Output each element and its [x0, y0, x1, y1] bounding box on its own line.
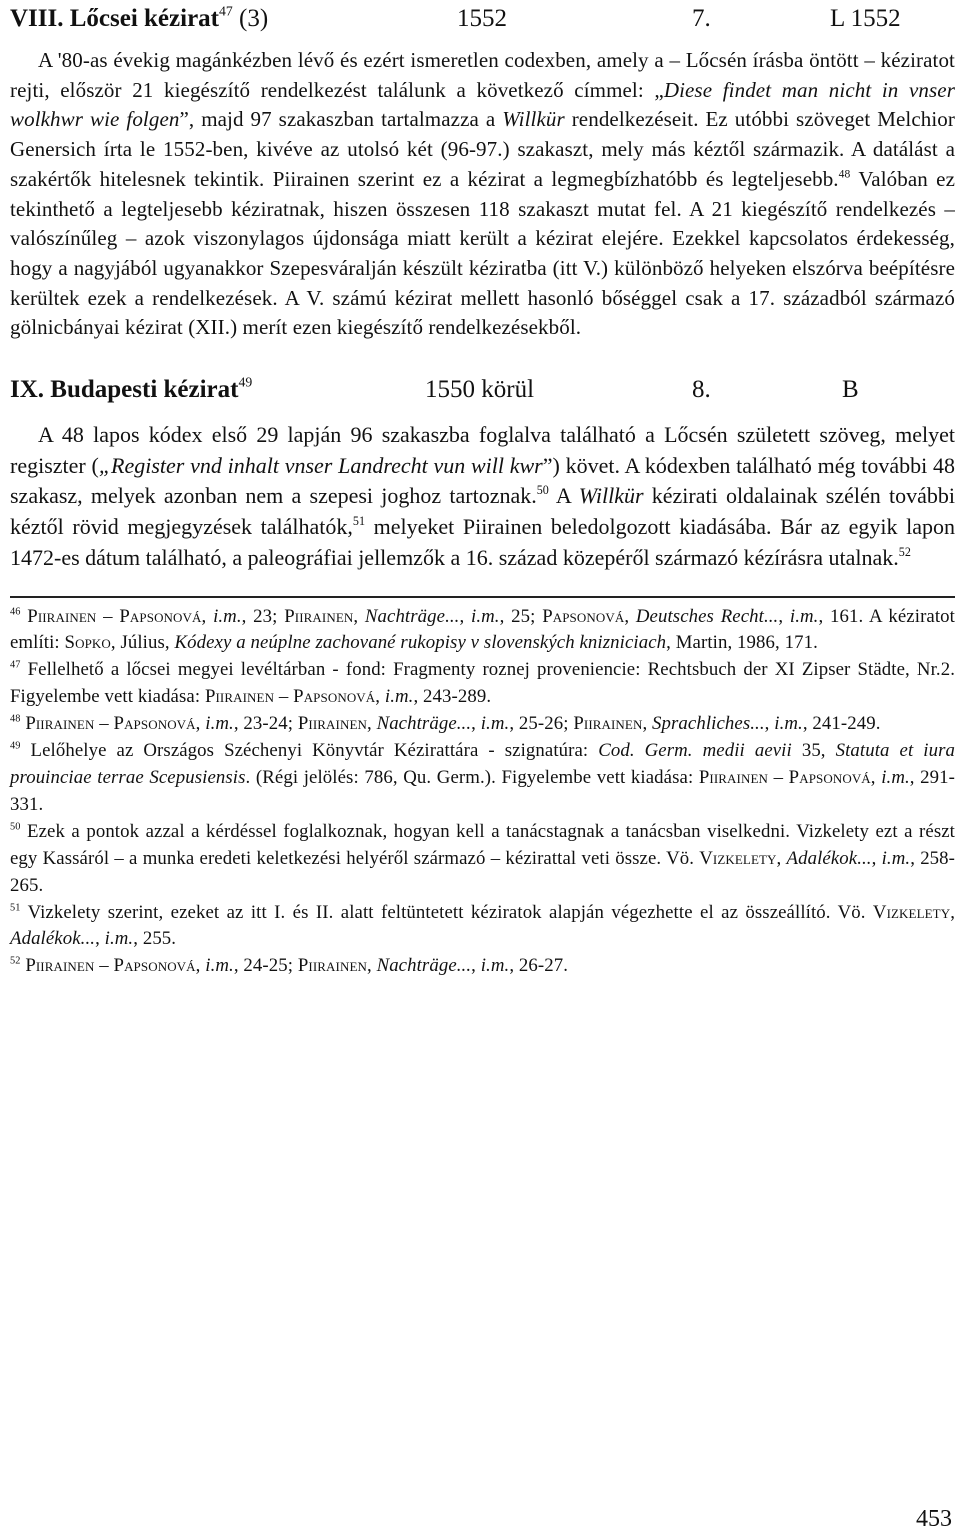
footnote-ref: 48 [838, 168, 851, 181]
footnote-49: $^{49}$ Lelőhelye az Országos Széchenyi Könyvtár Kézirattára - szignatúra: Cod. Germ. medii aevii 35, Statuta et iura prouinciae terrae Scepusiensis. (Régi jelölés: 786, Qu. Germ.). Figyelembe vett kiadása: Piirainen – Papsonová, i.m., 291-331. [10, 740, 956, 815]
section-number: 8. [692, 376, 711, 404]
section-ix-paragraph: A 48 lapos kódex első 29 lapján 96 szakaszba foglalva található a Lőcsén született szöveg, melyet regiszter („Register vnd inhalt vnser Landrecht vun will kwr”) követ. A kódexben található még további 48 szakasz, melyek azonban nem a szepesi joghoz tartoznak.$^{50}$ A Willkür kézirati oldalainak szélén további kéztől rövid megjegyzések találhatók,$^{51}$ melyeket Piirainen beledolgozott kiadásába. Bár az egyik lapon 1472-es dátum található, a paleográfiai jellemzők a 16. század közepéről származó kézírásra utalnak.$^{52}$ [10, 422, 956, 570]
footnote-divider [10, 596, 955, 598]
footnote-50: $^{50}$ Ezek a pontok azzal a kérdéssel foglalkoznak, hogyan kell a tanácstagnak a tanácsban viselkedni. Vizkelety ezt a részt egy Kassáról – a munka eredeti keletkezési helyéről származó – kézirattal veti össze. Vö. Vizkelety, Adalékok..., i.m., 258-265. [10, 820, 956, 896]
footnote-47: $^{47}$ Fellelhető a lőcsei megyei levéltárban - fond: Fragmenty roznej proveniencie: Rechtsbuch der XI Zipser Städte, Nr.2. Figyelembe vett kiadása: Piirainen – Papsonová, i.m., 243-289. [10, 659, 955, 708]
footnote-52: $^{52}$ Piirainen – Papsonová, i.m., 24-25; Piirainen, Nachträge..., i.m., 26-27. [10, 955, 569, 977]
section-year: 1550 körül [425, 376, 535, 404]
footnote-48: $^{48}$ Piirainen – Papsonová, i.m., 23-24; Piirainen, Nachträge..., i.m., 25-26; Piirainen, Sprachliches..., i.m., 241-249. [10, 713, 881, 735]
footnote-ref: 50 [536, 483, 549, 498]
section-title: IX. Budapesti kézirat$^{49}$ [10, 374, 253, 404]
section-heading-ix [10, 371, 955, 409]
footnote-51: $^{51}$ Vizkelety szerint, ezeket az itt I. és II. alatt feltüntetett kéziratok alapján végezhette el az összeállító. Vö. Vizkelety, Adalékok..., i.m., 255. [10, 901, 955, 950]
section-heading-viii [10, 0, 955, 38]
section-code: B [842, 376, 859, 404]
section-code: L 1552 [830, 5, 901, 32]
section-viii-paragraph: A '80-as évekig magánkézben lévő és ezért ismeretlen codexben, amely a – Lőcsén írásba öntött – kéziratot rejti, először 21 kiegészítő rendelkezést találunk a következő címmel: „Diese findet man nicht in vnser wolkhwr wie folgen”, majd 97 szakaszban tartalmazza a Willkür rendelkezéseit. Ez utóbbi szöveget Melchior Genersich írta le 1552-ben, kivéve az utolsó két (96-97.) szakaszt, mely más kéztől származik. A datálást a szakértők hitelesnek tekintik. Piirainen szerint ez a kézirat a legmegbízhatóbb és legteljesebb.$^{48}$ Valóban ez tekinthető a legteljesebb kéziratnak, hiszen összesen 118 szakaszt mutat fel. A 21 kiegészítő rendelkezés – valószínűleg – azok viszonylagos újdonsága miatt került a kézirat elejére. Ezekkel kapcsolatos érdekesség, hogy a nagyjából ugyanakkor Szepesváralján készült kéziratba (itt V.) különböző helyeken elszórva beépítésre kerültek ezek a rendelkezések. A V. számú kézirat mellett hasonló bőséggel csak a 17. századból származó gölnicbányai kézirat (XII.) merít ezen kiegészítő rendelkezésekből. [10, 48, 955, 340]
footnote-ref: 52 [898, 544, 911, 559]
footnote-ref: 51 [352, 514, 365, 529]
page-number: 453 [916, 1506, 952, 1532]
document-page [10, 0, 955, 980]
footnote-46: $^{46}$ Piirainen – Papsonová, i.m., 23; Piirainen, Nachträge..., i.m., 25; Papsonová, Deutsches Recht..., i.m., 161. A kéziratot említi: Sopko, Július, Kódexy a neúplne zachované rukopisy v slovenských knizniciach, Martin, 1986, 171. [10, 605, 955, 654]
section-year: 1552 [457, 5, 507, 32]
section-number: 7. [692, 5, 711, 32]
section-title: VIII. Lőcsei kézirat$^{47}$ (3) [10, 3, 269, 32]
